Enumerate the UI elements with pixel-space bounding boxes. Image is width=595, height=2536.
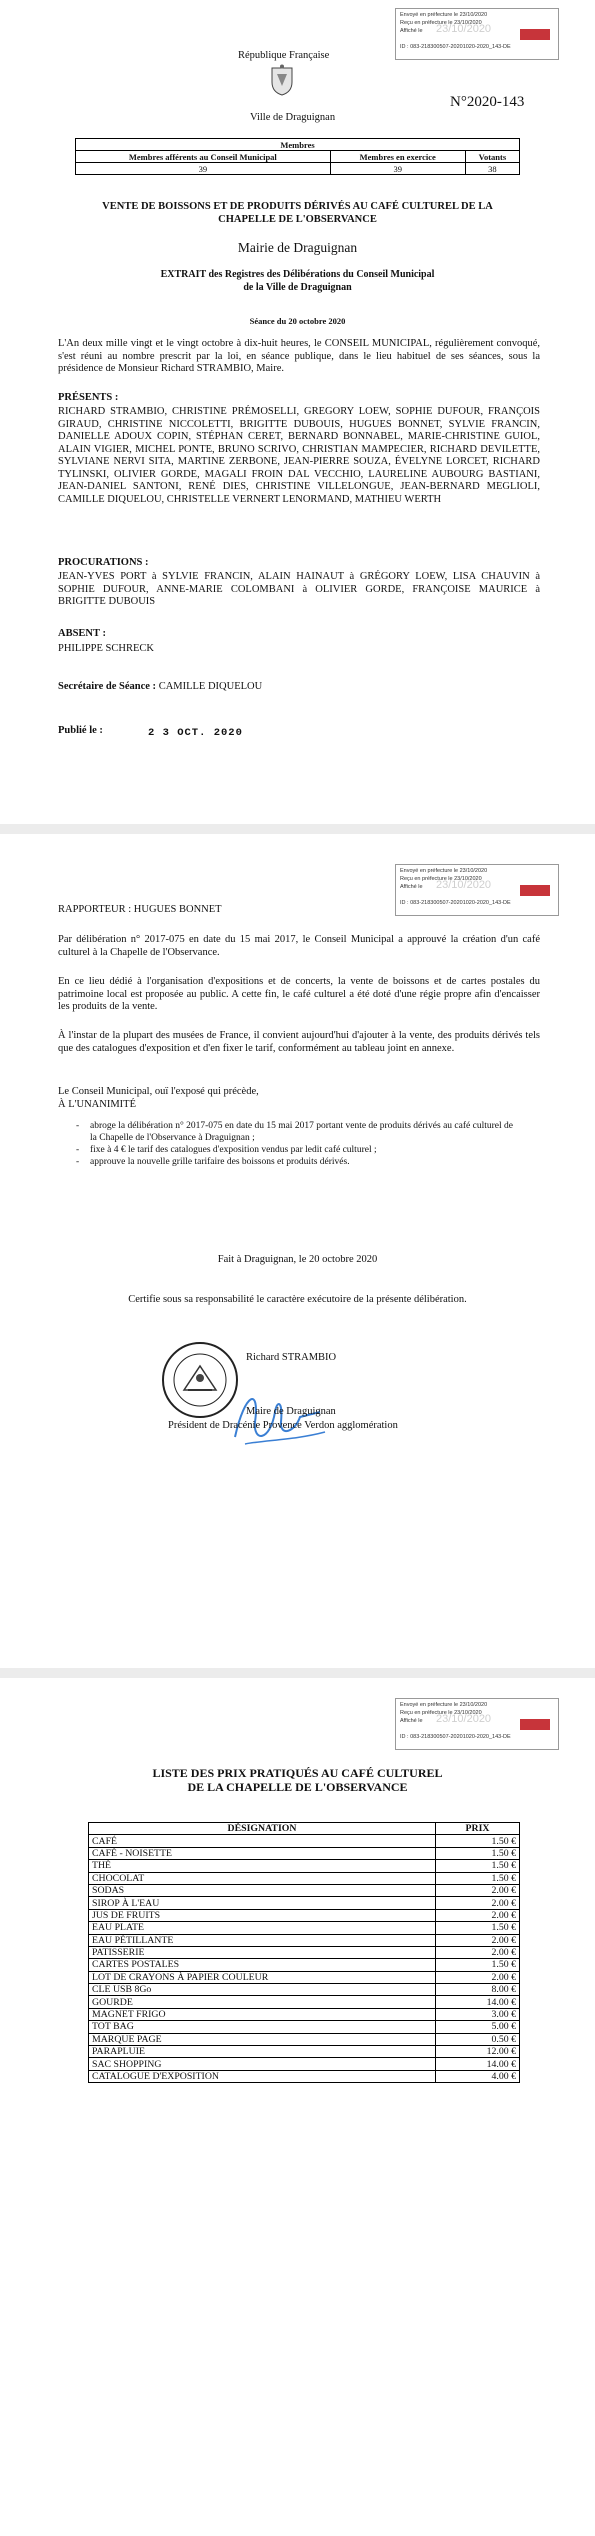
members-header: Membres afférents au Conseil Municipal [76, 151, 331, 163]
item-price: 2.00 € [436, 1909, 520, 1921]
item-price: 1.50 € [436, 1860, 520, 1872]
stamp-logo [520, 1719, 550, 1730]
item-name: SAC SHOPPING [89, 2058, 436, 2070]
stamp-received: Reçu en préfecture le 23/10/2020 [400, 20, 482, 26]
presents-list: RICHARD STRAMBIO, CHRISTINE PRÉMOSELLI, GREGORY LOEW, SOPHIE DUFOUR, FRANÇOIS GIRAUD, CHRISTINE NICCOLETTI, BRIGITTE DUBOUIS, HUGUES BONNET, SYLVIE FRANCIN, DANIELLE ADOUX COPIN, STÉPHAN CERET, BERNARD BONNABEL, MARIE-CHRISTINE GUIOL, ALAIN VIGIER, MICHEL PONTE, BRUNO SCRIVO, CHRISTIAN MAMPECIER, RICHARD DEVILETTE, SYLVIANE NERVI SITA, MARTINE ZERBONE, JEAN-PIERRE SOUZA, ÉVELYNE LORCET, RICHARD TYLINSKI, OLIVIER GORDE, MAGALI FROIN DAL VECCHIO, LAURELINE AUBOURG BASTIANI, JEAN-DANIEL SANTONI, RENÉ DIES, CHRISTINE VILLELONGUE, JEAN-BERNARD MEGLIOLI, CAMILLE DIQUELOU, CHRISTELLE VERNERT LENORMAND, MATHIEU WERTH [58, 406, 540, 505]
table-row [89, 1860, 520, 1872]
item-name: CHOCOLAT [89, 1872, 436, 1884]
table-row [89, 1884, 520, 1896]
item-name: TOT BAG [89, 2021, 436, 2033]
table-row [89, 2008, 520, 2020]
item-name: CLE USB 8Go [89, 1984, 436, 1996]
extrait-line: de la Ville de Draguignan [243, 282, 352, 293]
table-row [89, 1959, 520, 1971]
item-price: 8.00 € [436, 1984, 520, 1996]
item-name: SODAS [89, 1884, 436, 1896]
table-row [89, 2033, 520, 2045]
council-decision [58, 1086, 259, 1111]
item-price: 4.00 € [436, 2070, 520, 2082]
secretaire-name: CAMILLE DIQUELOU [158, 681, 263, 692]
stamp-logo [520, 29, 550, 40]
members-table [75, 138, 520, 175]
stamp-posted-date: 23/10/2020 [436, 1713, 492, 1725]
item-price: 12.00 € [436, 2046, 520, 2058]
stamp-logo [520, 885, 550, 896]
signer-title: Maire de Draguignan [246, 1406, 336, 1417]
council-line: À L'UNANIMITÉ [58, 1098, 137, 1110]
item-name: MAGNET FRIGO [89, 2008, 436, 2020]
table-row [89, 1946, 520, 1958]
item-price: 2.00 € [436, 1897, 520, 1909]
table-row [89, 1971, 520, 1983]
members-title: Membres [76, 139, 520, 151]
list-item: - approuve la nouvelle grille tarifaire des boissons et produits dérivés. [76, 1157, 350, 1167]
absent-name: PHILIPPE SCHRECK [58, 643, 154, 654]
item-price: 1.50 € [436, 1872, 520, 1884]
item-price: 3.00 € [436, 2008, 520, 2020]
stamp-posted: Affiché le [400, 28, 423, 34]
stamp-sent: Envoyé en préfecture le 23/10/2020 [400, 868, 488, 874]
page-1 [0, 0, 595, 824]
members-value: 38 [465, 163, 519, 175]
list-item-text: abroge la délibération n° 2017-075 en date du 15 mai 2017 portant vente de produits dérivés au café culturel de la Chapelle de l'Observance à Draguignan ; [90, 1121, 513, 1143]
item-name: CAFÉ [89, 1835, 436, 1847]
members-header: Membres en exercice [330, 151, 465, 163]
item-price: 1.50 € [436, 1835, 520, 1847]
list-item-text: approuve la nouvelle grille tarifaire des boissons et produits dérivés. [90, 1157, 350, 1167]
table-row [89, 1922, 520, 1934]
price-rows [89, 1835, 520, 2083]
page-3 [0, 1678, 595, 2536]
mairie-label: Mairie de Draguignan [237, 240, 358, 255]
item-name: GOURDE [89, 1996, 436, 2008]
item-name: EAU PÉTILLANTE [89, 1934, 436, 1946]
paragraph: À l'instar de la plupart des musées de France, il convient aujourd'hui d'ajouter à la vente, des produits dérivés tels que des catalogues d'exposition et d'en fixer le tarif, conformément au tableau joint en annexe. [58, 1030, 540, 1054]
republic-label: République Française [238, 50, 330, 61]
table-row [89, 2021, 520, 2033]
table-row [89, 1984, 520, 1996]
subject-title [60, 200, 535, 226]
rapporteur-line: RAPPORTEUR : HUGUES BONNET [58, 904, 222, 915]
price-list-title [0, 1766, 595, 1794]
city-label: Ville de Draguignan [250, 112, 336, 123]
stamp-id: ID : 083-218300507-20201020-2020_143-DE [400, 900, 511, 906]
item-price: 2.00 € [436, 1946, 520, 1958]
item-price: 2.00 € [436, 1884, 520, 1896]
prefecture-stamp [395, 864, 559, 916]
price-table [88, 1822, 520, 2083]
extrait-title [0, 268, 595, 294]
publie-label: Publié le : [58, 725, 103, 736]
signer-name: Richard STRAMBIO [246, 1352, 337, 1363]
page-2 [0, 834, 595, 1668]
list-item: - abroge la délibération n° 2017-075 en date du 15 mai 2017 portant vente de produits dérivés au café culturel de la Chapelle de l'Observance à Draguignan ; [76, 1121, 513, 1143]
stamp-posted: Affiché le [400, 1718, 423, 1724]
item-name: JUS DE FRUITS [89, 1909, 436, 1921]
item-name: LOT DE CRAYONS À PAPIER COULEUR [89, 1971, 436, 1983]
item-price: 1.50 € [436, 1847, 520, 1859]
paragraph: En ce lieu dédié à l'organisation d'expositions et de concerts, la vente de boissons et de cartes postales du patrimoine local est proposée au public. A cette fin, le café culturel a été doté d'une régie propre afin d'encaisser les produits de la vente. [58, 976, 540, 1012]
title-line: LISTE DES PRIX PRATIQUÉS AU CAFÉ CULTUREL [152, 1766, 443, 1780]
item-name: CAFÉ - NOISETTE [89, 1847, 436, 1859]
prefecture-stamp [395, 8, 559, 60]
secretaire-label: Secrétaire de Séance : [58, 681, 157, 692]
table-row [89, 1909, 520, 1921]
column-header-prix: PRIX [436, 1823, 520, 1835]
column-header-designation: DÉSIGNATION [89, 1823, 436, 1835]
item-price: 0.50 € [436, 2033, 520, 2045]
table-row [89, 1897, 520, 1909]
subject-line: VENTE DE BOISSONS ET DE PRODUITS DÉRIVÉS AU CAFÉ CULTUREL DE LA [102, 201, 493, 212]
city-crest-icon [270, 64, 294, 96]
table-row [89, 1835, 520, 1847]
stamp-sent: Envoyé en préfecture le 23/10/2020 [400, 1702, 488, 1708]
item-name: THÉ [89, 1860, 436, 1872]
item-name: CARTES POSTALES [89, 1959, 436, 1971]
members-header: Votants [465, 151, 519, 163]
members-value: 39 [76, 163, 331, 175]
procurations-label: PROCURATIONS : [58, 557, 149, 568]
fait-line: Fait à Draguignan, le 20 octobre 2020 [217, 1254, 378, 1265]
item-name: SIROP À L'EAU [89, 1897, 436, 1909]
item-name: PATISSERIE [89, 1946, 436, 1958]
publie-stamp-date: 2 3 OCT. 2020 [148, 727, 243, 739]
deliberation-number: N°2020-143 [450, 94, 525, 110]
stamp-id: ID : 083-218300507-20201020-2020_143-DE [400, 1734, 511, 1740]
list-item: - fixe à 4 € le tarif des catalogues d'exposition vendus par ledit café culturel ; [76, 1145, 377, 1155]
item-price: 14.00 € [436, 1996, 520, 2008]
procurations-list: JEAN-YVES PORT à SYLVIE FRANCIN, ALAIN HAINAUT à GRÉGORY LOEW, LISA CHAUVIN à SOPHIE DUFOUR, ANNE-MARIE COLOMBANI à OLIVIER GORDE, FRANÇOISE MAURICE à BRIGITTE DUBOUIS [58, 571, 540, 607]
intro-paragraph: L'An deux mille vingt et le vingt octobre à dix-huit heures, le CONSEIL MUNICIPAL, régulièrement convoqué, s'est réuni au nombre prescrit par la loi, en séance publique, dans le lieu habituel de ses séances, sous la présidence de Monsieur Richard STRAMBIO, Maire. [58, 338, 540, 374]
certifie-line: Certifie sous sa responsabilité le caractère exécutoire de la présente délibération. [128, 1294, 467, 1305]
signer-title: Président de Dracénie Provence Verdon agglomération [168, 1420, 398, 1431]
table-header-row [89, 1823, 520, 1835]
stamp-id: ID : 083-218300507-20201020-2020_143-DE [400, 44, 511, 50]
table-row [89, 2046, 520, 2058]
stamp-posted-date: 23/10/2020 [436, 23, 492, 35]
item-name: EAU PLATE [89, 1922, 436, 1934]
item-price: 2.00 € [436, 1971, 520, 1983]
prefecture-stamp [395, 1698, 559, 1750]
table-row [89, 2070, 520, 2082]
seance-date: Séance du 20 octobre 2020 [249, 316, 346, 326]
table-row [89, 1996, 520, 2008]
title-line: DE LA CHAPELLE DE L'OBSERVANCE [187, 1780, 408, 1794]
item-name: PARAPLUIE [89, 2046, 436, 2058]
item-name: CATALOGUE D'EXPOSITION [89, 2070, 436, 2082]
stamp-posted-date: 23/10/2020 [436, 879, 492, 891]
absent-label: ABSENT : [58, 628, 106, 639]
extrait-line: EXTRAIT des Registres des Délibérations du Conseil Municipal [160, 269, 435, 280]
stamp-posted: Affiché le [400, 884, 423, 890]
item-price: 14.00 € [436, 2058, 520, 2070]
council-line: Le Conseil Municipal, ouï l'exposé qui précède, [58, 1086, 259, 1097]
item-price: 5.00 € [436, 2021, 520, 2033]
item-name: MARQUE PAGE [89, 2033, 436, 2045]
decision-list [76, 1120, 516, 1168]
table-row [89, 1847, 520, 1859]
list-item-text: fixe à 4 € le tarif des catalogues d'exposition vendus par ledit café culturel ; [90, 1145, 377, 1155]
signature-icon [225, 1382, 335, 1452]
paragraph: Par délibération n° 2017-075 en date du 15 mai 2017, le Conseil Municipal a approuvé la création d'un café culturel à la Chapelle de l'Observance. [58, 934, 540, 958]
members-value: 39 [330, 163, 465, 175]
table-row [89, 1872, 520, 1884]
stamp-received: Reçu en préfecture le 23/10/2020 [400, 876, 482, 882]
table-row [89, 1934, 520, 1946]
table-row [89, 2058, 520, 2070]
stamp-received: Reçu en préfecture le 23/10/2020 [400, 1710, 482, 1716]
stamp-sent: Envoyé en préfecture le 23/10/2020 [400, 12, 488, 18]
item-price: 2.00 € [436, 1934, 520, 1946]
item-price: 1.50 € [436, 1959, 520, 1971]
subject-line: CHAPELLE DE L'OBSERVANCE [218, 214, 377, 225]
secretaire-line [58, 681, 262, 692]
item-price: 1.50 € [436, 1922, 520, 1934]
presents-label: PRÉSENTS : [58, 392, 119, 403]
